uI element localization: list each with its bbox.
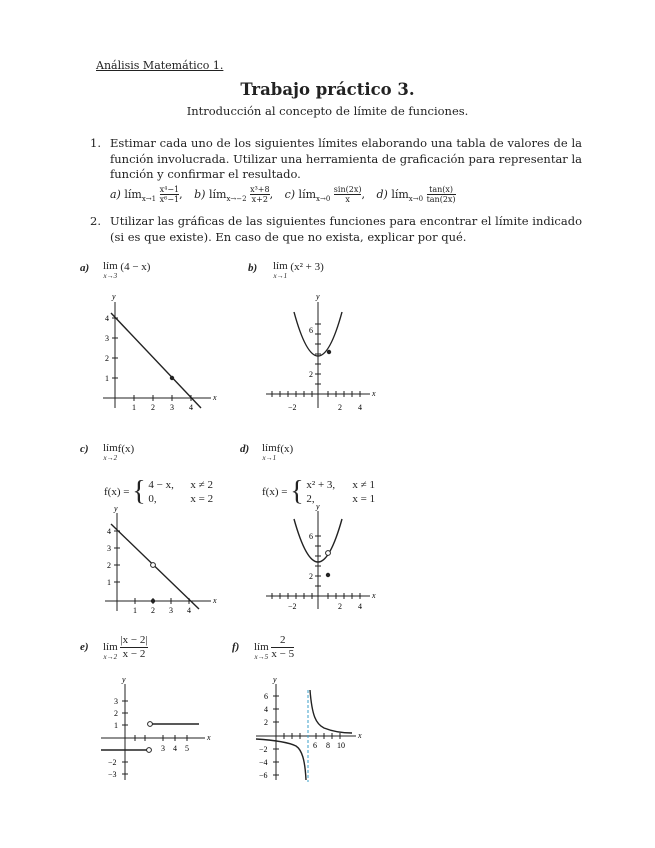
exercise-1-parts xyxy=(110,185,464,204)
y-axis-label: y xyxy=(316,505,320,511)
part-a: a) lím$_{x\to 1}$ $\frac{\text{x⁴−1}}{\text{x⁶−1}}$ , xyxy=(110,185,183,204)
svg-text:5: 5 xyxy=(185,744,189,753)
part-b: b) lím$_{x\to-2}$ $\frac{\text{x³+8}}{x+2}$ , xyxy=(194,185,274,204)
graph-d-expression: lím x→1 f(x) xyxy=(262,442,294,462)
svg-text:1: 1 xyxy=(107,578,111,587)
open-point xyxy=(148,722,153,727)
x-axis-label: x xyxy=(213,596,217,605)
svg-text:2: 2 xyxy=(309,572,313,581)
svg-text:3: 3 xyxy=(170,403,174,412)
graph-d-piecewise: f(x) = { x² + 3, x ≠ 1 2, x = 1 xyxy=(262,476,376,507)
svg-text:2: 2 xyxy=(114,709,118,718)
graph-b-plot xyxy=(262,290,380,415)
point xyxy=(151,599,155,603)
svg-text:4: 4 xyxy=(189,403,193,412)
svg-text:3: 3 xyxy=(161,744,165,753)
graph-c-plot xyxy=(95,505,225,617)
svg-text:2: 2 xyxy=(338,403,342,412)
svg-text:2: 2 xyxy=(264,718,268,727)
svg-text:−2: −2 xyxy=(288,403,297,412)
svg-text:6: 6 xyxy=(264,692,268,701)
graph-a-label: a) xyxy=(80,262,90,274)
svg-text:1: 1 xyxy=(132,403,136,412)
svg-text:−3: −3 xyxy=(108,770,117,779)
open-point xyxy=(147,748,152,753)
exercise-2-number: 2. xyxy=(90,214,101,228)
x-axis-label: x xyxy=(372,591,376,600)
exercise-1-number: 1. xyxy=(90,136,101,150)
svg-text:4: 4 xyxy=(358,602,362,611)
point xyxy=(326,573,330,577)
function-line xyxy=(111,313,201,408)
x-axis-label: x xyxy=(207,733,211,742)
graph-a-expression: lím x→3 (4 − x) xyxy=(103,260,151,280)
graph-c-piecewise: f(x) = { 4 − x, x ≠ 2 0, x = 2 xyxy=(104,476,214,507)
svg-text:8: 8 xyxy=(326,741,330,750)
x-axis-label: x xyxy=(372,389,376,398)
part-d: d) lím$_{x\to 0}$ $\frac{\tan(x)}{\tan(2x)}$ xyxy=(376,185,456,204)
svg-text:2: 2 xyxy=(309,370,313,379)
svg-text:4: 4 xyxy=(358,403,362,412)
exercise-1-text: Estimar cada uno de los siguientes límites elaborando una tabla de valores de la función involucrada. Utilizar una herramienta de graficación para representar la función y confirmar el resultado. xyxy=(110,136,582,181)
svg-text:1: 1 xyxy=(105,374,109,383)
y-axis-label: y xyxy=(112,292,116,301)
svg-text:10: 10 xyxy=(337,741,345,750)
x-axis-label: x xyxy=(213,393,217,402)
graph-f-label: f) xyxy=(232,641,240,653)
svg-text:−2: −2 xyxy=(108,758,117,767)
course-header: Análisis Matemático 1. xyxy=(96,59,224,72)
svg-text:3: 3 xyxy=(169,606,173,615)
x-axis-label: x xyxy=(358,731,362,740)
svg-text:3: 3 xyxy=(114,697,118,706)
svg-text:4: 4 xyxy=(173,744,177,753)
svg-text:−6: −6 xyxy=(259,771,268,780)
graph-d-label: d) xyxy=(240,443,250,455)
graph-b-expression: lím x→1 (x² + 3) xyxy=(273,260,324,280)
graph-c-expression: lím x→2 f(x) xyxy=(103,442,135,462)
fraction: $\frac{\tan(x)}{\tan(2x)}$ xyxy=(426,185,456,204)
svg-text:4: 4 xyxy=(187,606,191,615)
svg-text:2: 2 xyxy=(151,606,155,615)
graph-f-plot xyxy=(252,676,367,784)
svg-text:1: 1 xyxy=(133,606,137,615)
svg-text:6: 6 xyxy=(313,741,317,750)
open-point xyxy=(151,563,156,568)
svg-text:6: 6 xyxy=(309,326,313,335)
y-axis-label: y xyxy=(114,505,118,513)
y-axis-label: y xyxy=(316,292,320,301)
y-axis-label: y xyxy=(122,676,126,684)
svg-text:1: 1 xyxy=(114,721,118,730)
graph-e-expression: lím x→2 $\frac{|x - 2|}{x - 2}$ xyxy=(103,634,148,661)
fraction: $\frac{\sin(2x)}{x}$ xyxy=(333,185,362,204)
exercise-2-text: Utilizar las gráficas de las siguientes funciones para encontrar el límite indicado (si es que existe). En caso de que no exista, explicar por qué. xyxy=(110,214,582,244)
svg-text:3: 3 xyxy=(105,334,109,343)
point xyxy=(327,350,331,354)
svg-text:6: 6 xyxy=(309,532,313,541)
svg-text:−2: −2 xyxy=(259,745,268,754)
part-c: c) lím$_{x\to 0}$ $\frac{\sin(2x)}{x}$ , xyxy=(284,185,365,204)
svg-text:−4: −4 xyxy=(259,758,268,767)
graph-d-plot xyxy=(262,505,380,617)
svg-text:2: 2 xyxy=(105,354,109,363)
svg-text:4: 4 xyxy=(107,527,111,536)
graph-a-plot xyxy=(95,290,225,415)
y-axis-label: y xyxy=(273,676,277,684)
graph-e-label: e) xyxy=(80,641,89,653)
page-title: Trabajo práctico 3. xyxy=(240,80,415,99)
svg-text:3: 3 xyxy=(107,544,111,553)
point xyxy=(170,376,174,380)
fraction: $\frac{\text{x⁴−1}}{\text{x⁶−1}}$ xyxy=(159,185,180,204)
svg-text:2: 2 xyxy=(107,561,111,570)
svg-text:4: 4 xyxy=(105,314,109,323)
graph-c-label: c) xyxy=(80,443,89,455)
svg-text:2: 2 xyxy=(151,403,155,412)
page-subtitle: Introducción al concepto de límite de funciones. xyxy=(186,104,469,118)
fraction: $\frac{\text{x³+8}}{x+2}$ xyxy=(250,185,270,204)
svg-text:−2: −2 xyxy=(288,602,297,611)
svg-text:4: 4 xyxy=(264,705,268,714)
svg-text:2: 2 xyxy=(338,602,342,611)
graph-e-plot xyxy=(95,676,220,784)
graph-b-label: b) xyxy=(248,262,258,274)
open-point xyxy=(326,551,331,556)
graph-f-expression: lím x→5 $\frac{2}{x - 5}$ xyxy=(254,634,295,661)
right-branch xyxy=(310,690,352,733)
